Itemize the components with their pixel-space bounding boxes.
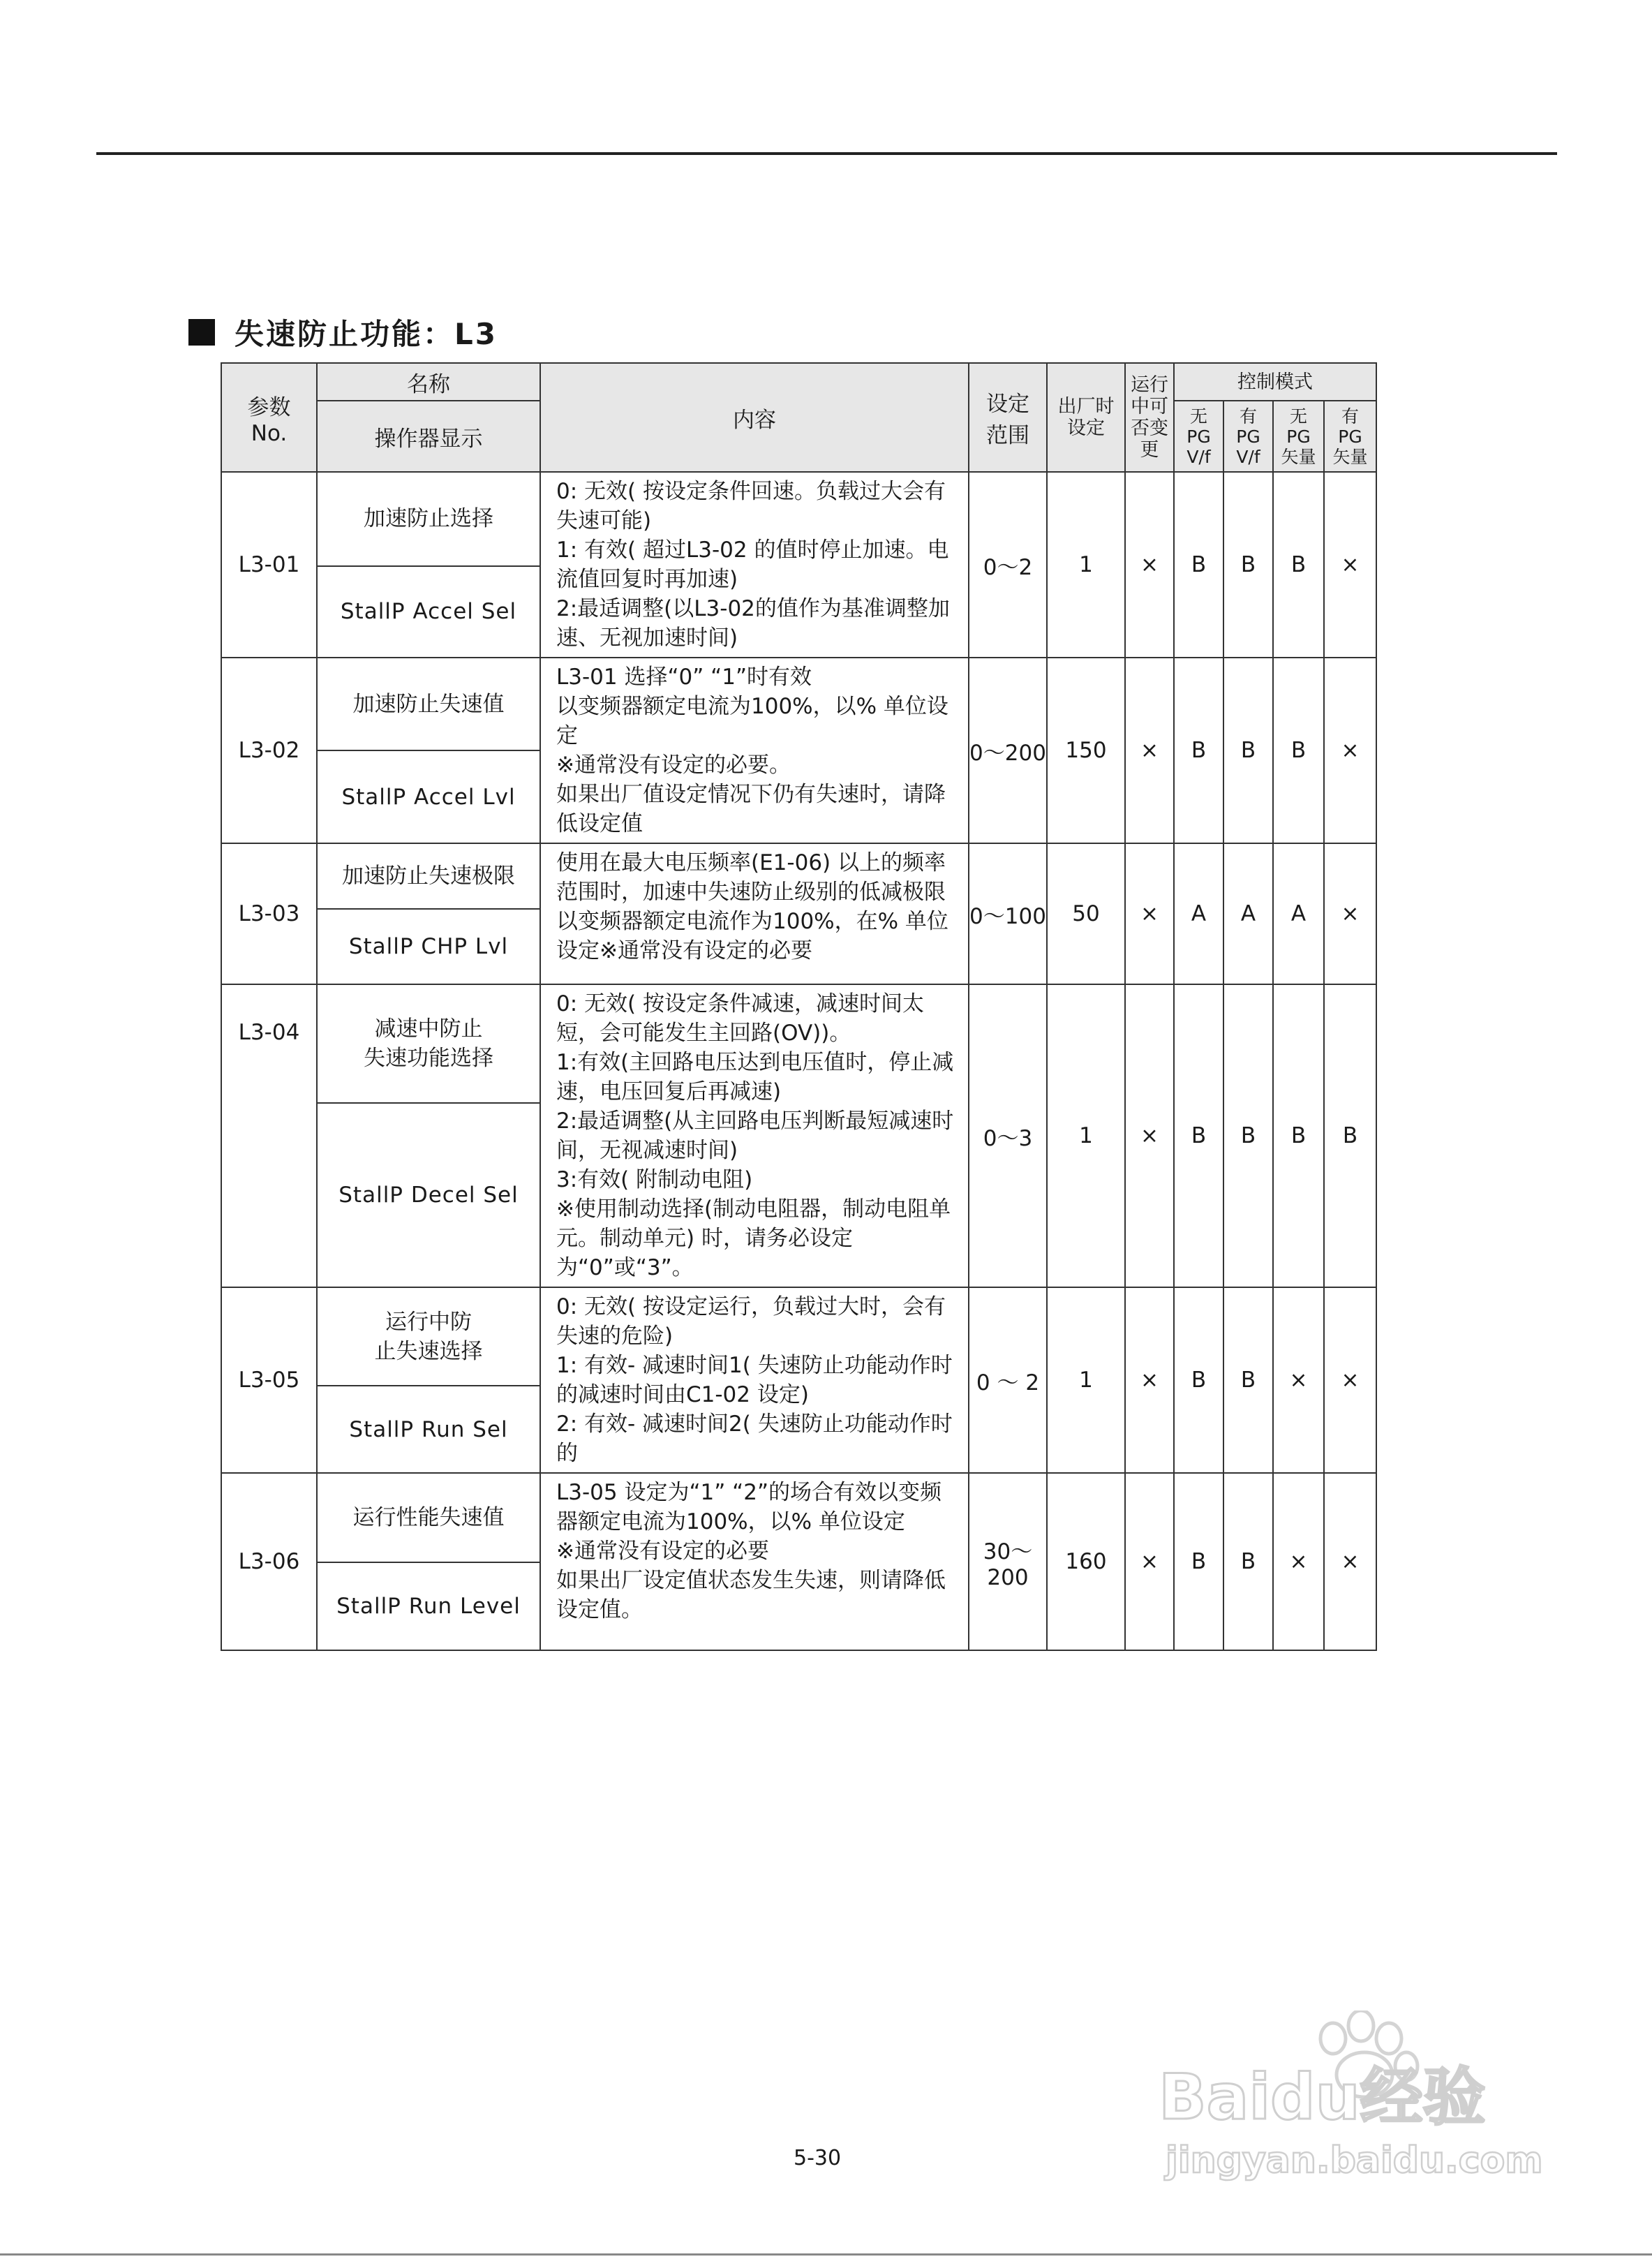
mode-value: A	[1273, 843, 1324, 984]
param-name: 加速防止失速值	[317, 658, 540, 750]
param-no: L3-04	[221, 984, 317, 1287]
header-mode-3: 无 PG 矢量	[1273, 401, 1324, 472]
mode-value: B	[1174, 1287, 1223, 1473]
mode-value: B	[1223, 472, 1273, 658]
operator-display: StallP Run Sel	[317, 1386, 540, 1473]
page-number: 5-30	[794, 2146, 842, 2170]
bullet-square-icon	[188, 319, 215, 346]
mode-value: ×	[1324, 472, 1376, 658]
watermark-brand: Baidu经验	[1159, 2061, 1486, 2134]
setting-range: 30～ 200	[969, 1473, 1047, 1650]
mode-value: ×	[1324, 843, 1376, 984]
header-change-during-run: 运行 中可 否变 更	[1125, 363, 1174, 472]
param-no: L3-05	[221, 1287, 317, 1473]
header-mode-2: 有 PG V/f	[1223, 401, 1273, 472]
param-content: 0: 无效( 按设定条件减速，减速时间太短，会可能发生主回路(OV))。 1:有效(主回路电压达到电压值时，停止减速，电压回复后再减速) 2:最适调整(从主回路电压判断最短减速时间，无视减速时间) 3:有效( 附制动电阻) ※使用制动选择(制动电阻器，制动电阻单元。制动单元) 时，请务必设定为“0”或“3”。	[540, 984, 969, 1287]
table-row	[221, 984, 1376, 1103]
param-name: 运行性能失速值	[317, 1473, 540, 1562]
factory-setting: 50	[1047, 843, 1125, 984]
header-name: 名称	[317, 363, 540, 401]
operator-display: StallP Decel Sel	[317, 1103, 540, 1287]
param-content: 0: 无效( 按设定运行，负载过大时，会有失速的危险) 1: 有效- 减速时间1( 失速防止功能动作时的减速时间由C1-02 设定) 2: 有效- 减速时间2( 失速防止功能动作时的	[540, 1287, 969, 1473]
setting-range: 0～200	[969, 658, 1047, 843]
mode-value: A	[1174, 843, 1223, 984]
header-mode-1: 无 PG V/f	[1174, 401, 1223, 472]
param-no: L3-03	[221, 843, 317, 984]
mode-value: B	[1223, 1287, 1273, 1473]
header-control-mode: 控制模式	[1174, 363, 1376, 401]
change-during-run: ×	[1125, 658, 1174, 843]
operator-display: StallP CHP Lvl	[317, 909, 540, 984]
watermark-url: jingyan.baidu.com	[1166, 2140, 1543, 2182]
header-mode-4: 有 PG 矢量	[1324, 401, 1376, 472]
mode-value: B	[1273, 658, 1324, 843]
mode-value: B	[1174, 472, 1223, 658]
mode-value: ×	[1324, 1473, 1376, 1650]
section-title: 失速防止功能：L3	[235, 317, 498, 351]
factory-setting: 1	[1047, 1287, 1125, 1473]
header-param-no: 参数 No.	[221, 363, 317, 472]
factory-setting: 160	[1047, 1473, 1125, 1650]
change-during-run: ×	[1125, 472, 1174, 658]
param-no: L3-02	[221, 658, 317, 843]
header-factory-setting: 出厂时 设定	[1047, 363, 1125, 472]
param-name: 减速中防止 失速功能选择	[317, 984, 540, 1103]
param-content: 使用在最大电压频率(E1-06) 以上的频率范围时，加速中失速防止级别的低减极限以变频器额定电流作为100%，在% 单位设定※通常没有设定的必要	[540, 843, 969, 984]
table-row	[221, 472, 1376, 566]
table-row	[221, 843, 1376, 909]
mode-value: ×	[1324, 1287, 1376, 1473]
footer-rule	[0, 2253, 1652, 2256]
mode-value: B	[1223, 1473, 1273, 1650]
parameter-table	[221, 362, 1377, 1651]
mode-value: ×	[1273, 1287, 1324, 1473]
operator-display: StallP Accel Sel	[317, 566, 540, 658]
param-name: 加速防止失速极限	[317, 843, 540, 909]
header-operator-display: 操作器显示	[317, 401, 540, 472]
operator-display: StallP Run Level	[317, 1562, 540, 1650]
change-during-run: ×	[1125, 984, 1174, 1287]
mode-value: B	[1174, 984, 1223, 1287]
factory-setting: 1	[1047, 984, 1125, 1287]
mode-value: ×	[1324, 658, 1376, 843]
mode-value: A	[1223, 843, 1273, 984]
factory-setting: 1	[1047, 472, 1125, 658]
param-no: L3-01	[221, 472, 317, 658]
param-name: 加速防止选择	[317, 472, 540, 566]
header-rule	[96, 152, 1557, 155]
mode-value: B	[1273, 984, 1324, 1287]
mode-value: B	[1273, 472, 1324, 658]
mode-value: B	[1174, 658, 1223, 843]
param-no: L3-06	[221, 1473, 317, 1650]
param-content: L3-05 设定为“1” “2”的场合有效以变频器额定电流为100%，以% 单位设定 ※通常没有设定的必要 如果出厂设定值状态发生失速，则请降低设定值。	[540, 1473, 969, 1650]
header-content: 内容	[540, 363, 969, 472]
change-during-run: ×	[1125, 843, 1174, 984]
header-setting-range: 设定 范围	[969, 363, 1047, 472]
factory-setting: 150	[1047, 658, 1125, 843]
setting-range: 0～100	[969, 843, 1047, 984]
table-row	[221, 658, 1376, 750]
section-heading	[188, 311, 498, 353]
table-row	[221, 1473, 1376, 1562]
mode-value: B	[1223, 658, 1273, 843]
setting-range: 0 ～ 2	[969, 1287, 1047, 1473]
mode-value: B	[1324, 984, 1376, 1287]
setting-range: 0～3	[969, 984, 1047, 1287]
mode-value: ×	[1273, 1473, 1324, 1650]
param-name: 运行中防 止失速选择	[317, 1287, 540, 1386]
param-content: 0: 无效( 按设定条件回速。负载过大会有失速可能) 1: 有效( 超过L3-02 的值时停止加速。电流值回复时再加速) 2:最适调整(以L3-02的值作为基准调整加速、无视加速时间)	[540, 472, 969, 658]
change-during-run: ×	[1125, 1473, 1174, 1650]
mode-value: B	[1174, 1473, 1223, 1650]
param-content: L3-01 选择“0” “1”时有效 以变频器额定电流为100%，以% 单位设定 ※通常没有设定的必要。 如果出厂值设定情况下仍有失速时，请降低设定值	[540, 658, 969, 843]
setting-range: 0～2	[969, 472, 1047, 658]
table-row	[221, 1287, 1376, 1386]
change-during-run: ×	[1125, 1287, 1174, 1473]
baidu-jingyan-watermark	[1159, 2010, 1549, 2192]
mode-value: B	[1223, 984, 1273, 1287]
operator-display: StallP Accel Lvl	[317, 750, 540, 843]
